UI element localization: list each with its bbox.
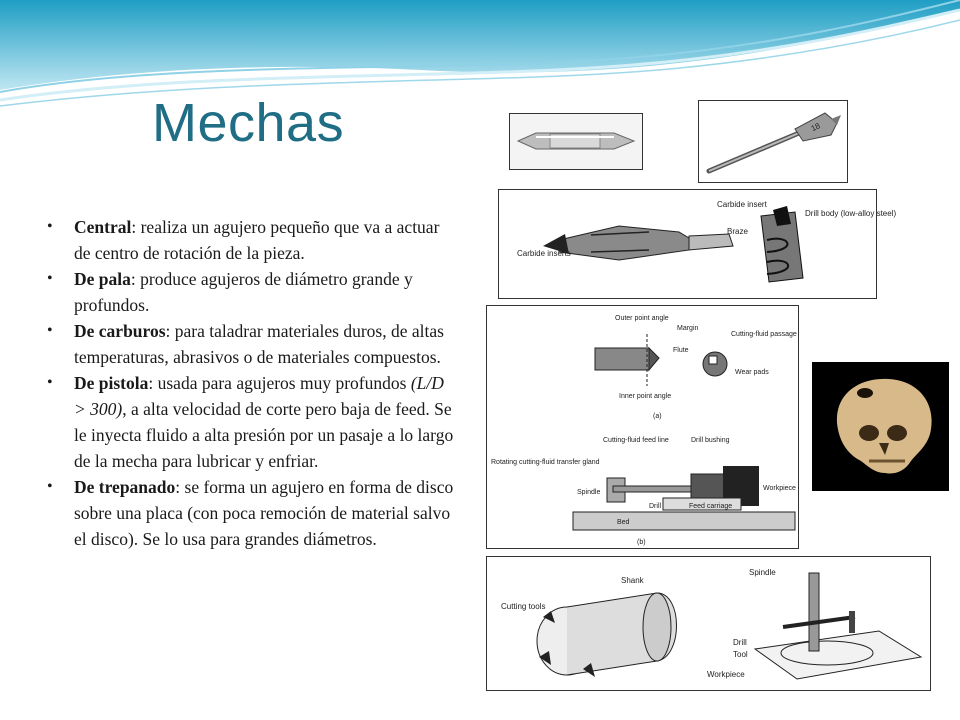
label-b: (b) xyxy=(637,539,646,546)
bullet-text: : usada para agujeros muy profundos xyxy=(148,373,411,393)
bullet-term: De pala xyxy=(74,269,131,289)
bullet-de-pala xyxy=(44,266,454,318)
label-drill: Drill xyxy=(733,638,747,647)
bullet-text: : para taladrar materiales duros, de altas temperaturas, abrasivos o de materiales compuestos. xyxy=(74,321,444,367)
label-margin: Margin xyxy=(677,325,699,332)
label-bed: Bed xyxy=(617,519,630,526)
trepanning-tool-diagram xyxy=(486,556,931,691)
label-wear-pads: Wear pads xyxy=(735,369,769,376)
label-outer-point-angle: Outer point angle xyxy=(615,315,669,322)
bullet-term: De trepanado xyxy=(74,477,176,497)
label-shank: Shank xyxy=(621,576,644,585)
bullet-de-trepanado xyxy=(44,474,454,552)
label-tool: Tool xyxy=(733,650,748,659)
bullet-central xyxy=(44,214,454,266)
label-spindle: Spindle xyxy=(749,568,776,577)
label-spindle: Spindle xyxy=(577,489,601,496)
label-flute: Flute xyxy=(673,347,689,354)
center-drill-image xyxy=(509,113,643,170)
carbide-drill-diagram xyxy=(498,189,897,299)
label-feed-carriage: Feed carriage xyxy=(689,503,733,510)
gun-drill-diagram xyxy=(486,305,799,549)
bullet-text: , a alta velocidad de corte pero baja de feed. Se le inyecta fluido a alta presión por un pasaje a lo largo de la mecha para lubricar y enfriar. xyxy=(74,399,454,471)
bullet-de-pistola xyxy=(44,370,454,474)
label-workpiece: Workpiece xyxy=(763,485,796,492)
bullet-math-formula: (L/D > 300) xyxy=(74,373,444,419)
label-drill-body: Drill body (low-alloy steel) xyxy=(805,209,897,218)
spade-drill-image xyxy=(698,100,848,183)
label-braze: Braze xyxy=(727,227,748,236)
label-carbide-insert: Carbide insert xyxy=(717,200,767,209)
label-cutting-fluid-passage: Cutting-fluid passage xyxy=(731,331,797,338)
label-rotating-gland: Rotating cutting-fluid transfer gland xyxy=(491,459,600,466)
bullet-de-carburos xyxy=(44,318,454,370)
label-workpiece: Workpiece xyxy=(707,670,745,679)
bullet-text: : realiza un agujero pequeño que va a actuar de centro de rotación de la pieza. xyxy=(74,217,440,263)
slide-title: Mechas xyxy=(152,93,345,153)
spade-drill-mark: 18 xyxy=(809,121,822,134)
bullet-text: : produce agujeros de diámetro grande y profundos. xyxy=(74,269,413,315)
bullet-term: Central xyxy=(74,217,132,237)
bullet-term: De carburos xyxy=(74,321,166,341)
label-a: (a) xyxy=(653,413,662,420)
bullet-term: De pistola xyxy=(74,373,149,393)
skull-photo xyxy=(812,362,949,491)
label-inner-point-angle: Inner point angle xyxy=(619,393,672,400)
bullet-list xyxy=(44,214,454,552)
bullet-text: : se forma un agujero en forma de disco sobre una placa (con poca remoción de material salvo el disco). Se lo usa para grandes diámetros. xyxy=(74,477,454,549)
label-carbide-inserts: Carbide inserts xyxy=(517,249,571,258)
label-drill: Drill xyxy=(649,503,662,510)
label-cutting-fluid-feed-line: Cutting-fluid feed line xyxy=(603,437,669,444)
label-cutting-tools: Cutting tools xyxy=(501,602,546,611)
label-drill-bushing: Drill bushing xyxy=(691,437,730,444)
